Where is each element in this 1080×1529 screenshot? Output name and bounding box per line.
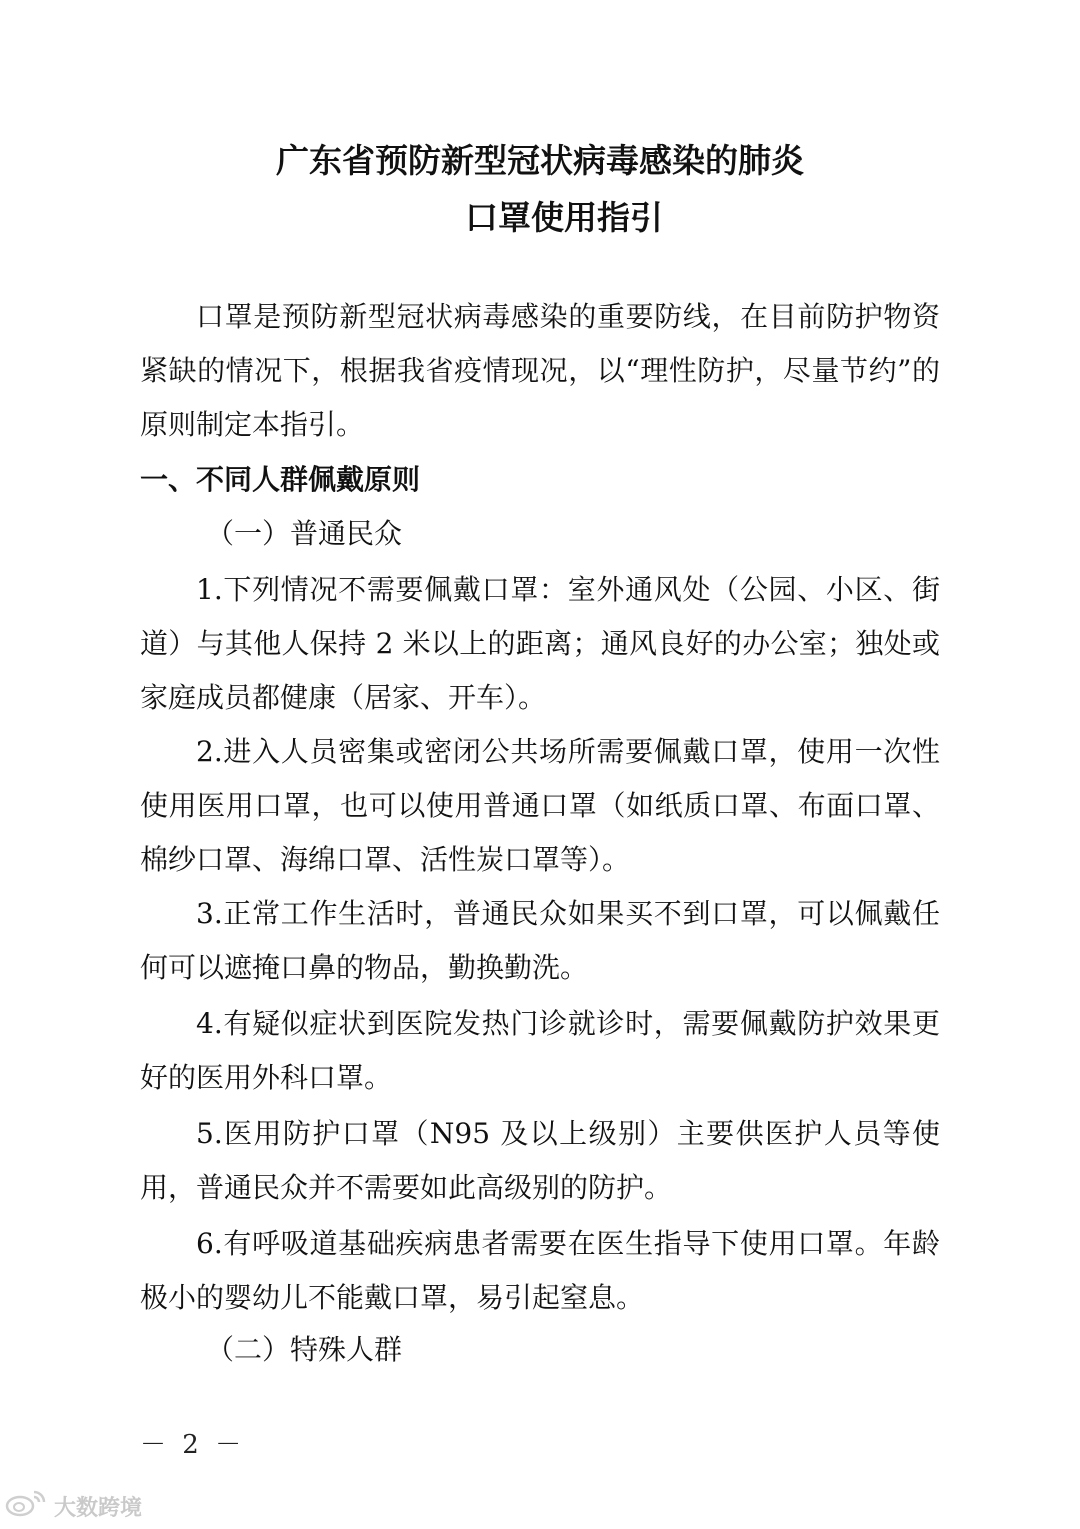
watermark-text: 大数跨境 (54, 1495, 143, 1521)
list-item-1: 1.下列情况不需要佩戴口罩：室外通风处（公园、小区、街道）与其他人保持 2 米以上的距离；通风良好的办公室；独处或家庭成员都健康（居家、开车）。 (140, 573, 940, 714)
list-item-6: 6.有呼吸道基础疾病患者需要在医生指导下使用口罩。年龄极小的婴幼儿不能戴口罩，易引起窒息。 (140, 1227, 940, 1314)
page-number: － 2 － (140, 1430, 246, 1460)
intro-paragraph: 口罩是预防新型冠状病毒感染的重要防线，在目前防护物资紧缺的情况下，根据我省疫情现况，以“理性防护，尽量节约”的原则制定本指引。 (140, 300, 940, 441)
subsection2-heading: （二）特殊人群 (206, 1333, 403, 1366)
watermark (4, 1486, 142, 1526)
weibo-logo-icon (4, 1488, 54, 1524)
document-title-line1: 广东省预防新型冠状病毒感染的肺炎 (276, 141, 804, 180)
list-item-3: 3.正常工作生活时，普通民众如果买不到口罩，可以佩戴任何可以遮掩口鼻的物品，勤换勤洗。 (140, 897, 940, 984)
document-title-line2: 口罩使用指引 (465, 198, 663, 237)
subsection1-heading: （一）普通民众 (206, 517, 403, 550)
list-item-5: 5.医用防护口罩（N95 及以上级别）主要供医护人员等使用，普通民众并不需要如此高级别的防护。 (140, 1117, 940, 1204)
section1-heading: 一、不同人群佩戴原则 (140, 463, 421, 496)
list-item-4: 4.有疑似症状到医院发热门诊就诊时，需要佩戴防护效果更好的医用外科口罩。 (140, 1007, 940, 1094)
list-item-2: 2.进入人员密集或密闭公共场所需要佩戴口罩，使用一次性使用医用口罩，也可以使用普通口罩（如纸质口罩、布面口罩、棉纱口罩、海绵口罩、活性炭口罩等）。 (140, 735, 940, 876)
